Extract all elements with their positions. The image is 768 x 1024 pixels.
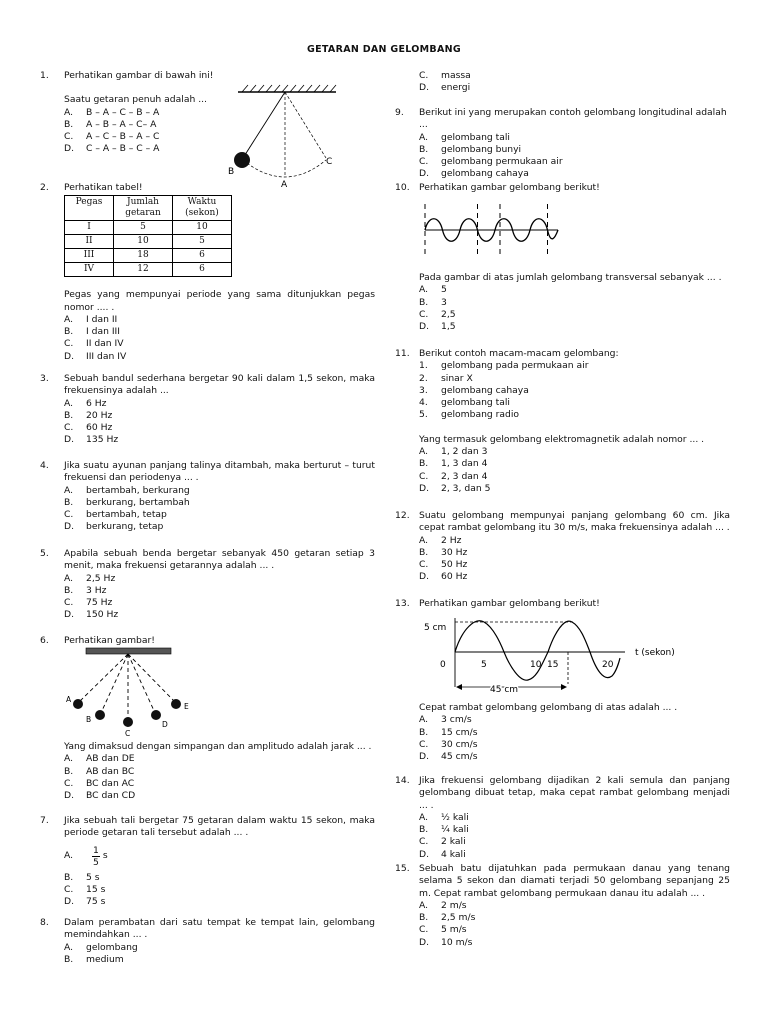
wave-graph-figure: [420, 612, 710, 697]
option-item: [419, 937, 730, 949]
option-text: 4 kali: [441, 848, 466, 860]
option-text: ½ kali: [441, 811, 469, 823]
option-letter: A.: [64, 106, 74, 118]
option-text: 1, 2 dan 3: [441, 446, 488, 458]
option-item: [64, 778, 375, 790]
question-number: 12.: [395, 510, 410, 521]
option-list: [64, 753, 375, 802]
option-text: BC dan CD: [86, 790, 136, 802]
question-number: 14.: [395, 775, 410, 786]
label-b: B: [228, 167, 235, 177]
option-letter: B.: [419, 912, 429, 924]
option-letter: D.: [64, 434, 74, 446]
question-text: Perhatikan gambar gelombang berikut!: [419, 598, 600, 609]
option-item: [64, 338, 375, 350]
option-item: [64, 884, 375, 896]
table-header: Jumlah getaran: [114, 196, 173, 221]
option-item: [419, 321, 730, 333]
option-text: 20 Hz: [86, 409, 113, 421]
option-text: medium: [86, 953, 124, 965]
option-item: [64, 410, 375, 422]
option-letter: D.: [419, 321, 429, 333]
label-b: B: [86, 715, 92, 724]
option-letter: A.: [64, 397, 74, 409]
option-text: gelombang: [86, 941, 138, 953]
option-item: [419, 409, 730, 421]
option-item: [419, 849, 730, 861]
label-d: D: [162, 720, 168, 729]
period-table: [64, 195, 232, 277]
option-item: [419, 812, 730, 824]
option-text: AB dan DE: [86, 753, 135, 765]
option-text: 75 s: [86, 896, 106, 908]
option-letter: A.: [64, 313, 74, 325]
axis-label: t (sekon): [635, 648, 675, 658]
question-10-body: [395, 272, 730, 333]
option-text: 50 Hz: [441, 559, 468, 571]
option-text: 5: [441, 284, 447, 296]
label-c: C: [125, 729, 131, 738]
option-text: C – A – B – C – A: [86, 143, 160, 155]
option-item: [64, 521, 375, 533]
option-item: [419, 385, 730, 397]
option-letter: C.: [419, 559, 429, 571]
option-item: [64, 872, 375, 884]
option-item: [419, 571, 730, 583]
option-item: [419, 446, 730, 458]
option-list: [419, 70, 730, 95]
option-text: A – B – A – C– A: [86, 118, 157, 130]
option-item: [64, 597, 375, 609]
option-text: gelombang cahaya: [441, 168, 529, 180]
question-stem: Yang termasuk gelombang elektromagnetik adalah nomor ... .: [419, 433, 705, 445]
option-list: [419, 446, 730, 495]
option-letter: 4.: [419, 397, 428, 409]
option-text: 10 m/s: [441, 936, 473, 948]
option-letter: 3.: [419, 384, 428, 396]
option-item: [419, 458, 730, 470]
option-text: 15 cm/s: [441, 726, 478, 738]
option-item: [419, 912, 730, 924]
table-row: IV 12 6: [65, 263, 232, 277]
option-item: [64, 942, 375, 954]
question-number: 8.: [40, 917, 49, 928]
option-item: [64, 573, 375, 585]
option-letter: D.: [419, 751, 429, 763]
question-13-body: [395, 702, 730, 763]
option-letter: A.: [419, 131, 429, 143]
option-letter: B.: [419, 824, 429, 836]
question-text: Jika frekuensi gelombang dijadikan 2 kali semula dan panjang gelombang dibuat tetap, maka cepat rambat gelombang menjadi ... .: [419, 775, 730, 811]
option-letter: A.: [419, 534, 429, 546]
option-item: [419, 360, 730, 372]
option-letter: C.: [419, 70, 429, 81]
question-text: Perhatikan gambar!: [64, 635, 155, 646]
option-item: [419, 156, 730, 168]
option-text: gelombang bunyi: [441, 143, 522, 155]
option-item: [64, 790, 375, 802]
option-item: [64, 509, 375, 521]
question-text: Perhatikan tabel!: [64, 182, 143, 193]
option-letter: C.: [64, 597, 74, 609]
fraction: $\frac{1}{5}$: [93, 845, 99, 869]
transverse-wave-figure: [420, 200, 565, 262]
option-text: I dan II: [86, 313, 118, 325]
option-text: 135 Hz: [86, 434, 119, 446]
question-number: 5.: [40, 548, 49, 559]
option-letter: 1.: [419, 360, 428, 372]
option-text: 2, 3, dan 5: [441, 482, 491, 494]
option-item: [64, 485, 375, 497]
option-text: 2 Hz: [441, 534, 462, 546]
option-text: B – A – C – B – A: [86, 106, 160, 118]
option-text: 2,5 Hz: [86, 572, 116, 584]
question-number: 7.: [40, 815, 49, 826]
option-letter: A.: [64, 572, 74, 584]
option-text: 1, 3 dan 4: [441, 458, 488, 470]
table-header: Pegas: [65, 196, 114, 221]
option-item: [64, 422, 375, 434]
table-row: III 18 6: [65, 249, 232, 263]
option-letter: D.: [419, 482, 429, 494]
option-text: 1,5: [441, 321, 456, 333]
option-item: [419, 132, 730, 144]
option-item: [64, 434, 375, 446]
option-text: gelombang tali: [441, 131, 510, 143]
option-text: gelombang tali: [441, 397, 510, 409]
tick-0: 0: [440, 660, 446, 670]
option-item: [419, 309, 730, 321]
option-item: [419, 751, 730, 763]
table-header: Waktu (sekon): [173, 196, 232, 221]
option-text: 60 Hz: [441, 571, 468, 583]
question-stem: Pada gambar di atas jumlah gelombang transversal sebanyak ... .: [419, 272, 722, 283]
option-letter: A.: [64, 753, 74, 765]
pendulum-swing-figure: [60, 645, 210, 740]
question-text: Jika sebuah tali bergetar 75 getaran dalam waktu 15 sekon, maka periode getaran tali tersebut adalah ... .: [64, 815, 375, 839]
question-text: Perhatikan gambar gelombang berikut!: [419, 182, 600, 193]
option-letter: C.: [419, 924, 429, 936]
question-stem: Cepat rambat gelombang gelombang di atas adalah ... .: [419, 702, 678, 713]
option-item: [419, 373, 730, 385]
option-item: [64, 609, 375, 621]
pendulum-figure: [228, 82, 348, 192]
option-item: [419, 297, 730, 309]
option-letter: B.: [64, 496, 74, 508]
question-text: Berikut ini yang merupakan contoh gelombang longitudinal adalah ...: [419, 107, 727, 131]
option-text: 6 Hz: [86, 397, 107, 409]
label-a: A: [66, 695, 72, 704]
question-13: [395, 598, 730, 610]
option-text: II dan IV: [86, 338, 124, 350]
option-letter: C.: [64, 422, 74, 434]
option-text: 30 cm/s: [441, 738, 478, 750]
question-number: 4.: [40, 460, 49, 471]
option-item: [64, 497, 375, 509]
label-e: E: [184, 702, 189, 711]
question-10: [395, 182, 730, 194]
question-text: Dalam perambatan dari satu tempat ke tempat lain, gelombang memindahkan ... .: [64, 917, 375, 941]
question-5: [40, 548, 375, 622]
option-text: berkurang, tetap: [86, 521, 164, 533]
option-letter: C.: [64, 777, 74, 789]
option-list: [64, 398, 375, 447]
option-text: bertambah, tetap: [86, 509, 167, 521]
question-9: [395, 107, 730, 181]
option-letter: D.: [64, 896, 74, 908]
option-text: energi: [441, 82, 471, 94]
option-item: [64, 326, 375, 338]
option-letter: 5.: [419, 409, 428, 421]
wave-line: [455, 621, 620, 680]
option-text: gelombang radio: [441, 409, 520, 421]
option-letter: D.: [419, 848, 429, 860]
option-item: [419, 397, 730, 409]
question-text: Sebuah batu dijatuhkan pada permukaan danau yang tenang selama 5 sekon dan diamati terjadi 50 gelombang sepanjang 25 m. Cepat rambat gelombang permukaan danau itu adalah ... .: [419, 863, 730, 899]
amplitude-label: 5 cm: [424, 623, 447, 633]
option-letter: D.: [64, 521, 74, 533]
option-text: gelombang cahaya: [441, 384, 529, 396]
option-text: A – C – B – A – C: [86, 131, 160, 143]
option-letter: A.: [419, 446, 429, 458]
option-letter: B.: [64, 409, 74, 421]
tick-5: 5: [481, 660, 487, 670]
option-letter: C.: [419, 308, 429, 320]
option-item: [419, 471, 730, 483]
option-text: 30 Hz: [441, 546, 468, 558]
option-text: III dan IV: [86, 350, 127, 362]
option-letter: C.: [64, 131, 74, 143]
option-item: [419, 824, 730, 836]
question-stem: Pegas yang mempunyai periode yang sama ditunjukkan pegas nomor .... .: [64, 289, 375, 313]
option-list: [419, 284, 730, 333]
table-row: II 10 5: [65, 235, 232, 249]
option-letter: A.: [64, 941, 74, 953]
question-number: 13.: [395, 598, 410, 609]
option-item: [419, 483, 730, 495]
option-item: [64, 896, 375, 908]
option-list: [64, 314, 375, 363]
option-item: [419, 144, 730, 156]
option-text: massa: [441, 70, 471, 81]
option-list: [64, 942, 375, 967]
label-c: C: [326, 157, 333, 167]
question-text: Berikut contoh macam-macam gelombang:: [419, 348, 619, 359]
question-6-body: [40, 741, 375, 802]
option-text: 3 Hz: [86, 584, 107, 596]
option-letter: B.: [419, 458, 429, 470]
option-text: 45 cm/s: [441, 751, 478, 763]
option-item: [419, 535, 730, 547]
option-item: [419, 727, 730, 739]
question-number: 6.: [40, 635, 49, 646]
option-item: [419, 900, 730, 912]
option-item: [419, 559, 730, 571]
option-text: berkurang, bertambah: [86, 496, 190, 508]
option-list: [419, 535, 730, 584]
option-text: AB dan BC: [86, 765, 135, 777]
option-letter: B.: [419, 296, 429, 308]
pendulum-bob: [234, 152, 250, 168]
option-letter: D.: [64, 350, 74, 362]
option-item: [64, 398, 375, 410]
question-number: 10.: [395, 182, 410, 193]
question-number: 1.: [40, 70, 49, 81]
option-list: [419, 900, 730, 949]
option-letter: B.: [64, 871, 74, 883]
option-text: 2,5 m/s: [441, 912, 476, 924]
option-item: [64, 766, 375, 778]
option-letter: A.: [419, 714, 429, 726]
option-letter: D.: [419, 571, 429, 583]
option-text: 3: [441, 296, 447, 308]
option-letter: A.: [419, 284, 429, 296]
option-text: gelombang permukaan air: [441, 156, 563, 168]
option-letter: C.: [419, 836, 429, 848]
question-number: 11.: [395, 348, 410, 359]
option-letter: D.: [64, 143, 74, 155]
option-letter: C.: [64, 509, 74, 521]
question-number: 2.: [40, 182, 49, 193]
question-text: Apabila sebuah benda bergetar sebanyak 450 getaran setiap 3 menit, maka frekuensi getarannya adalah ... .: [64, 548, 375, 572]
option-letter: B.: [64, 953, 74, 965]
option-text: bertambah, berkurang: [86, 484, 190, 496]
option-text: 60 Hz: [86, 422, 113, 434]
option-item: [64, 753, 375, 765]
question-8: [40, 917, 375, 966]
option-text: BC dan AC: [86, 777, 135, 789]
page-title: GETARAN DAN GELOMBANG: [307, 44, 461, 55]
option-text: 150 Hz: [86, 609, 119, 621]
question-text: Suatu gelombang mempunyai panjang gelombang 60 cm. Jika cepat rambat gelombang itu 30 m/s, maka frekuensinya adalah ... .: [419, 510, 730, 534]
option-text: 5 m/s: [441, 924, 467, 936]
option-text: 2 kali: [441, 836, 466, 848]
question-14: [395, 775, 730, 861]
option-list: [64, 485, 375, 534]
option-letter: B.: [64, 765, 74, 777]
option-item: [419, 924, 730, 936]
option-list: [64, 872, 375, 909]
option-item: [64, 954, 375, 966]
option-letter: B.: [419, 546, 429, 558]
option-item: [419, 714, 730, 726]
question-text: Perhatikan gambar di bawah ini!: [64, 70, 214, 81]
option-text: 2, 3 dan 4: [441, 470, 488, 482]
option-letter: C.: [64, 883, 74, 895]
question-number: 3.: [40, 373, 49, 384]
question-number: 15.: [395, 863, 410, 874]
table-header-row: [65, 196, 232, 221]
option-text: 2 m/s: [441, 899, 467, 911]
option-list: [64, 573, 375, 622]
question-15: [395, 863, 730, 949]
option-letter: C.: [419, 156, 429, 168]
option-item: [419, 547, 730, 559]
option-letter: D.: [419, 82, 429, 94]
option-text: I dan III: [86, 326, 120, 338]
option-letter: B.: [64, 118, 74, 130]
label-a: A: [281, 180, 288, 190]
option-letter: D.: [64, 609, 74, 621]
question-12: [395, 510, 730, 584]
option-letter: A.: [419, 899, 429, 911]
option-text: 15 s: [86, 883, 106, 895]
option-item: [419, 836, 730, 848]
option-list: [419, 132, 730, 181]
option-text: sinar X: [441, 372, 473, 384]
option-letter: D.: [419, 936, 429, 948]
option-letter: C.: [64, 338, 74, 350]
option-letter: D.: [64, 790, 74, 802]
option-list: [419, 714, 730, 763]
span-label: 45 cm: [490, 685, 519, 695]
option-item: [419, 168, 730, 180]
question-8-continued: [395, 70, 730, 95]
question-number: 9.: [395, 107, 404, 118]
option-letter: B.: [419, 726, 429, 738]
tick-10: 10: [530, 660, 542, 670]
option-letter: A.: [419, 811, 429, 823]
question-3: [40, 373, 375, 447]
question-4: [40, 460, 375, 534]
option-text: ¼ kali: [441, 824, 469, 836]
option-item: A. $\frac{1}{5}$ s: [64, 845, 108, 869]
option-letter: B.: [64, 326, 74, 338]
option-item: [419, 739, 730, 751]
question-text: Sebuah bandul sederhana bergetar 90 kali dalam 1,5 sekon, maka frekuensinya adalah ...: [64, 373, 375, 397]
tick-20: 20: [602, 660, 614, 670]
wave-type-list: [419, 360, 730, 421]
question-7: [40, 815, 375, 908]
option-text: 75 Hz: [86, 597, 113, 609]
question-stem: Saatu getaran penuh adalah ...: [64, 94, 207, 106]
option-letter: 2.: [419, 372, 428, 384]
option-item: [64, 585, 375, 597]
question-2: [40, 182, 375, 363]
option-item: [419, 70, 730, 82]
table-row: I 5 10: [65, 221, 232, 235]
option-letter: C.: [419, 470, 429, 482]
option-list: [419, 812, 730, 861]
option-item: [64, 351, 375, 363]
option-text: 3 cm/s: [441, 714, 472, 726]
option-item: [64, 314, 375, 326]
option-text: gelombang pada permukaan air: [441, 360, 589, 372]
option-item: [419, 82, 730, 94]
option-letter: B.: [419, 143, 429, 155]
question-11: [395, 348, 730, 495]
option-letter: D.: [419, 168, 429, 180]
option-text: 5 s: [86, 871, 100, 883]
option-text: 2,5: [441, 308, 456, 320]
option-item: [419, 284, 730, 296]
tick-15: 15: [547, 660, 559, 670]
option-letter: A.: [64, 484, 74, 496]
question-stem: Yang dimaksud dengan simpangan dan amplitudo adalah jarak ... .: [64, 741, 372, 752]
option-letter: B.: [64, 584, 74, 596]
option-letter: C.: [419, 738, 429, 750]
question-text: Jika suatu ayunan panjang talinya ditambah, maka berturut – turut frekuensi dan periodenya ... .: [64, 460, 375, 484]
